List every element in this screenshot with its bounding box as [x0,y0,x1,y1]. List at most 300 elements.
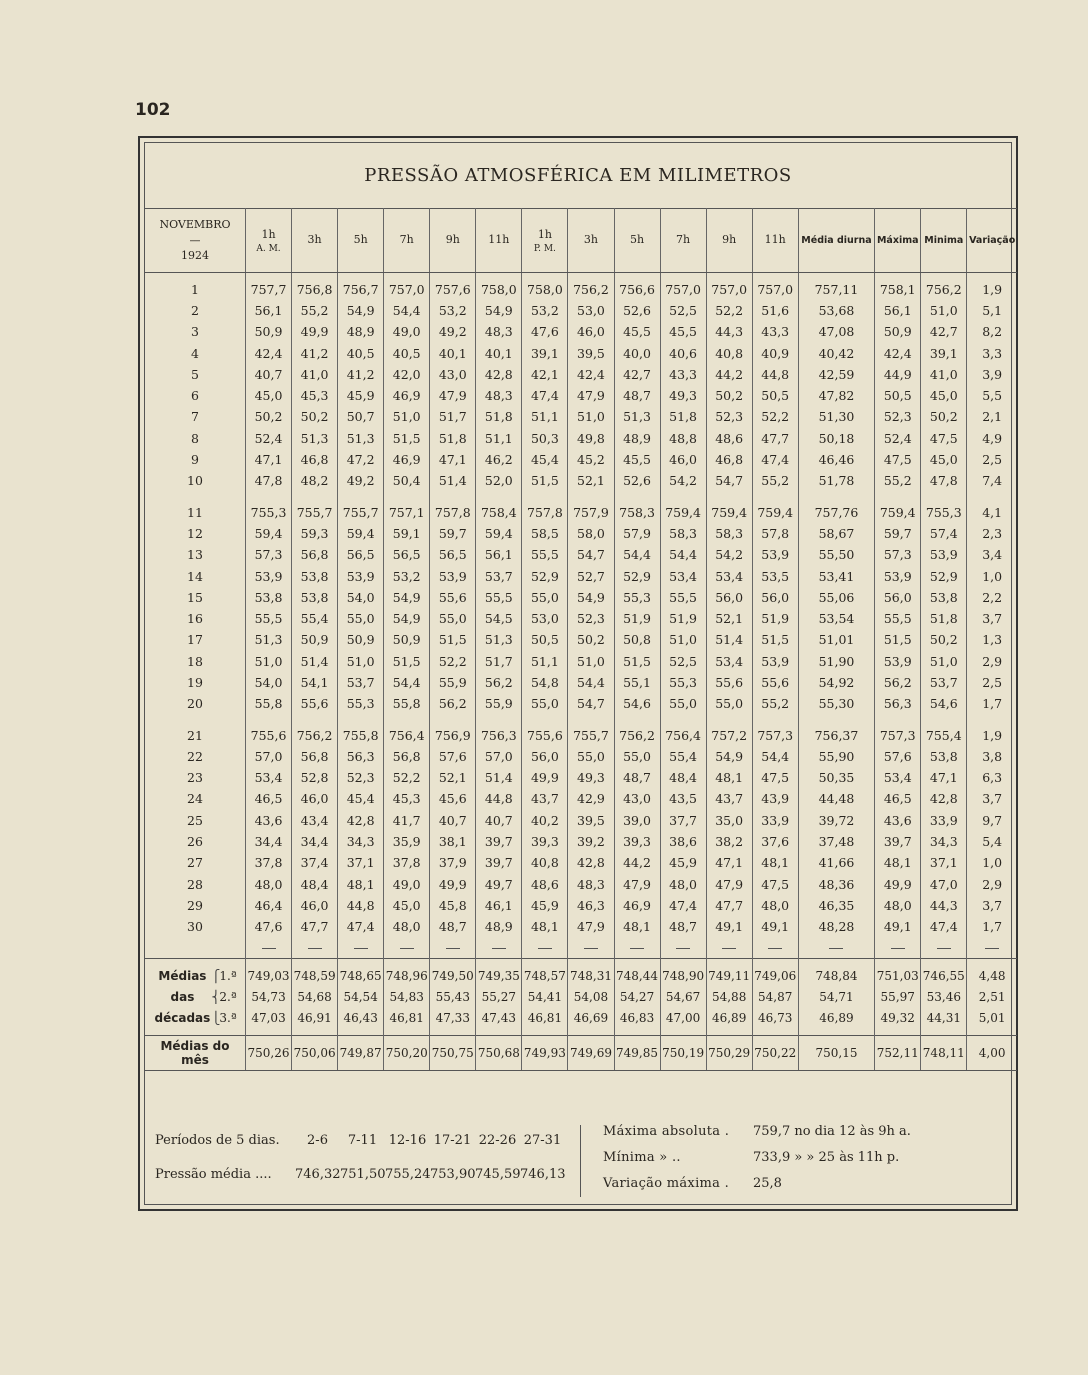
decade-mean-cell: 748,90 [660,959,706,987]
stat-header: Minima [921,209,967,273]
max-cell: 55,2 [875,470,921,491]
mean-cell: 41,66 [798,852,874,873]
decade-min-cell: 746,55 [921,959,967,987]
reading-cell: 47,9 [614,874,660,895]
reading-cell: 52,9 [614,565,660,586]
reading-cell: 756,9 [430,724,476,745]
month-mean-cell: 749,85 [614,1035,660,1070]
max-cell: 48,0 [875,895,921,916]
table-title: PRESSÃO ATMOSFÉRICA EM MILIMETROS [364,165,792,186]
reading-cell: 50,2 [706,385,752,406]
reading-cell: 51,3 [614,406,660,427]
reading-cell: 40,9 [752,342,798,363]
decade-ordinal: 2.ª [219,989,237,1004]
month-mean-cell: 750,15 [798,1035,874,1070]
spacer-cell [798,491,874,501]
reading-cell: 39,3 [614,831,660,852]
mean-cell: 53,68 [798,300,874,321]
reading-cell: 49,1 [752,916,798,937]
mean-cell: 55,50 [798,544,874,565]
mean-cell: 53,54 [798,608,874,629]
min-cell: 45,0 [921,449,967,470]
min-cell: 37,1 [921,852,967,873]
var-cell: 9,7 [982,812,1003,828]
reading-cell: 57,8 [752,523,798,544]
reading-cell: 46,3 [568,895,614,916]
day-row [145,385,1017,406]
reading-cell: 54,9 [384,608,430,629]
var-cell: 2,5 [982,452,1003,468]
reading-cell: 54,0 [338,587,384,608]
dash-cell [476,937,522,958]
month-mean-cell: 749,87 [338,1035,384,1070]
month-mean-cell: 750,19 [660,1035,706,1070]
mean-cell: 756,37 [798,724,874,745]
reading-cell: 54,7 [706,470,752,491]
reading-cell: 48,9 [614,428,660,449]
hour-label: 7h [676,232,691,246]
reading-cell: 48,0 [384,916,430,937]
reading-cell: 45,3 [292,385,338,406]
decade-row [145,1008,1017,1036]
decade-mean-cell: 47,03 [246,1008,292,1036]
max-cell: 43,6 [875,810,921,831]
decade-mean-cell: 748,44 [614,959,660,987]
brace-mark: ⎨ [211,989,221,1004]
spacer-cell [706,491,752,501]
reading-cell: 755,6 [522,724,568,745]
header-row [145,209,1017,273]
day-row [145,501,1017,522]
max-variation-row [603,1170,911,1196]
reading-cell: 42,8 [338,810,384,831]
pressure-mean-row [155,1157,565,1191]
pressure-mean-value: 746,13 [520,1166,566,1182]
reading-cell: 756,4 [384,724,430,745]
period-item: 2-6 [307,1132,328,1148]
var-cell: 2,9 [982,653,1003,669]
reading-cell: 50,2 [246,406,292,427]
reading-cell: 43,6 [246,810,292,831]
reading-cell: 47,6 [522,321,568,342]
max-cell: 48,1 [875,852,921,873]
day-row [145,916,1017,937]
day-row [145,767,1017,788]
var-cell: 1,0 [982,568,1003,584]
reading-cell: 55,1 [614,672,660,693]
reading-cell: 51,4 [430,470,476,491]
decade-mean-cell: 54,88 [706,986,752,1007]
reading-cell: 47,5 [752,767,798,788]
reading-cell: 55,5 [476,587,522,608]
reading-cell: 43,5 [660,788,706,809]
reading-cell: 54,4 [384,672,430,693]
reading-cell: 43,0 [430,364,476,385]
stat-header: Máxima [875,209,921,273]
var-cell: 1,3 [982,632,1003,648]
day-number: 11 [145,501,246,522]
reading-cell: 51,3 [338,428,384,449]
reading-cell: 37,8 [384,852,430,873]
reading-cell: 52,7 [568,565,614,586]
reading-cell: 48,1 [706,767,752,788]
reading-cell: 51,8 [430,428,476,449]
spacer-cell [614,491,660,501]
max-cell: 47,5 [875,449,921,470]
day-row [145,321,1017,342]
hour-header [292,209,338,273]
pressure-mean-value: 751,50 [340,1166,386,1182]
day-row [145,746,1017,767]
decade-label-word: Médias [158,968,207,983]
reading-cell: 53,2 [430,300,476,321]
reading-cell: 51,4 [706,629,752,650]
reading-cell: 55,5 [660,587,706,608]
spacer-cell [875,714,921,724]
day-number: 10 [145,470,246,491]
reading-cell: 51,0 [338,651,384,672]
reading-cell: 55,8 [246,693,292,714]
hour-header [660,209,706,273]
reading-cell: 35,0 [706,810,752,831]
reading-cell: 59,3 [292,523,338,544]
reading-cell: 47,6 [246,916,292,937]
reading-cell: 53,2 [522,300,568,321]
dash-mark [937,948,951,949]
min-cell: 47,1 [921,767,967,788]
month-name: NOVEMBRO [159,218,231,232]
reading-cell: 57,0 [246,746,292,767]
reading-cell: 52,2 [752,406,798,427]
reading-cell: 34,4 [246,831,292,852]
spacer-cell [522,491,568,501]
spacer-cell [246,714,292,724]
dash-mark [308,948,322,949]
day-row [145,810,1017,831]
reading-cell: 755,8 [338,724,384,745]
day-row [145,406,1017,427]
month-means-row [145,1035,1017,1070]
reading-cell: 758,0 [476,279,522,300]
reading-cell: 48,4 [292,874,338,895]
min-cell: 50,2 [921,629,967,650]
month-mean-cell: 750,20 [384,1035,430,1070]
reading-cell: 44,3 [706,321,752,342]
reading-cell: 54,7 [568,544,614,565]
table-frame [138,136,1018,1211]
month-var-cell: 4,00 [967,1035,1017,1070]
periods-label: Períodos de 5 dias. [155,1132,280,1148]
day-row [145,587,1017,608]
reading-cell: 54,9 [338,300,384,321]
reading-cell: 58,3 [706,523,752,544]
brace-mark: ⎩ [211,1011,221,1025]
month-min-cell: 748,11 [921,1035,967,1070]
reading-cell: 51,5 [522,470,568,491]
reading-cell: 59,4 [338,523,384,544]
reading-cell: 49,9 [430,874,476,895]
decade-mean-cell: 54,71 [798,986,874,1007]
spacer-cell [967,714,1017,724]
reading-cell: 51,0 [384,406,430,427]
reading-cell: 53,5 [752,565,798,586]
decade-row [145,986,1017,1007]
reading-cell: 52,6 [614,300,660,321]
day-number: 30 [145,916,246,937]
spacer-cell [384,491,430,501]
reading-cell: 52,3 [568,608,614,629]
var-cell: 3,4 [982,547,1003,563]
spacer-cell [145,491,246,501]
reading-cell: 51,0 [568,651,614,672]
reading-cell: 48,3 [568,874,614,895]
reading-cell: 56,0 [522,746,568,767]
mean-cell: 50,35 [798,767,874,788]
reading-cell: 45,0 [246,385,292,406]
reading-cell: 49,3 [568,767,614,788]
reading-cell: 42,9 [568,788,614,809]
mean-cell: 47,08 [798,321,874,342]
reading-cell: 55,0 [706,693,752,714]
reading-cell: 42,8 [568,852,614,873]
hour-header [706,209,752,273]
pressure-mean-value: 746,32 [295,1166,341,1182]
day-number: 24 [145,788,246,809]
day-number: 2 [145,300,246,321]
reading-cell: 759,4 [706,501,752,522]
reading-cell: 758,3 [614,501,660,522]
spacer-cell [660,491,706,501]
reading-cell: 757,3 [752,724,798,745]
day-row [145,831,1017,852]
reading-cell: 51,1 [476,428,522,449]
decade-label-cell [145,959,246,987]
pressure-table [145,208,1017,1071]
mean-cell: 58,67 [798,523,874,544]
reading-cell: 52,5 [660,300,706,321]
reading-cell: 37,6 [752,831,798,852]
dash-cell [522,937,568,958]
reading-cell: 52,2 [384,767,430,788]
reading-cell: 51,0 [246,651,292,672]
reading-cell: 55,5 [246,608,292,629]
reading-cell: 52,3 [706,406,752,427]
reading-cell: 45,8 [430,895,476,916]
reading-cell: 33,9 [752,810,798,831]
mean-cell: 757,76 [798,501,874,522]
reading-cell: 47,8 [246,470,292,491]
reading-cell: 40,5 [338,342,384,363]
decade-mean-cell: 54,27 [614,986,660,1007]
dash-mark [584,948,598,949]
reading-cell: 56,8 [292,544,338,565]
reading-cell: 47,4 [522,385,568,406]
max-cell: 56,2 [875,672,921,693]
spacer-cell [568,714,614,724]
var-cell: 1,9 [982,281,1003,297]
reading-cell: 43,9 [752,788,798,809]
decade-mean-cell: 749,50 [430,959,476,987]
reading-cell: 48,9 [338,321,384,342]
reading-cell: 55,5 [522,544,568,565]
reading-cell: 44,2 [706,364,752,385]
day-number: 15 [145,587,246,608]
reading-cell: 51,7 [476,651,522,672]
decade-mean-cell: 54,67 [660,986,706,1007]
reading-cell: 56,0 [752,587,798,608]
reading-cell: 40,7 [476,810,522,831]
day-number: 29 [145,895,246,916]
day-number: 19 [145,672,246,693]
reading-cell: 48,6 [522,874,568,895]
reading-cell: 55,6 [430,587,476,608]
min-cell: 50,2 [921,406,967,427]
reading-cell: 58,3 [660,523,706,544]
year: 1924 [181,249,209,263]
decade-max-cell: 55,97 [875,986,921,1007]
reading-cell: 54,9 [568,587,614,608]
period-item: 12-16 [388,1132,427,1148]
mean-cell: 53,41 [798,565,874,586]
hour-label: 5h [353,232,368,246]
hour-label: 1h [261,227,276,241]
bottom-divider [580,1125,581,1197]
reading-cell: 42,4 [246,342,292,363]
reading-cell: 52,8 [292,767,338,788]
decade-mean-cell: 54,83 [384,986,430,1007]
reading-cell: 47,7 [752,428,798,449]
var-cell: 2,5 [982,674,1003,690]
reading-cell: 46,0 [292,895,338,916]
day-number: 25 [145,810,246,831]
reading-cell: 51,9 [614,608,660,629]
spacer-cell [476,491,522,501]
reading-cell: 39,3 [522,831,568,852]
reading-cell: 51,5 [384,428,430,449]
hour-header [384,209,430,273]
reading-cell: 59,4 [476,523,522,544]
max-variation-label: Variação máxima . [603,1175,730,1191]
reading-cell: 41,2 [338,364,384,385]
reading-cell: 47,5 [752,874,798,895]
reading-cell: 35,9 [384,831,430,852]
reading-cell: 49,8 [568,428,614,449]
max-cell: 44,9 [875,364,921,385]
reading-cell: 57,3 [246,544,292,565]
decade-mean-cell: 46,81 [522,1008,568,1036]
reading-cell: 54,8 [522,672,568,693]
hour-header [430,209,476,273]
reading-cell: 56,5 [338,544,384,565]
min-cell: 39,1 [921,342,967,363]
reading-cell: 45,5 [614,449,660,470]
spacer-cell [430,714,476,724]
reading-cell: 755,7 [568,724,614,745]
reading-cell: 56,3 [338,746,384,767]
reading-cell: 755,7 [292,501,338,522]
month-max-cell: 752,11 [875,1035,921,1070]
reading-cell: 51,7 [430,406,476,427]
reading-cell: 47,9 [568,916,614,937]
decade-mean-cell: 749,11 [706,959,752,987]
hour-header [338,209,384,273]
reading-cell: 47,7 [706,895,752,916]
min-cell: 41,0 [921,364,967,385]
pressure-mean-value: 755,24 [385,1166,431,1182]
reading-cell: 52,0 [476,470,522,491]
reading-cell: 46,1 [476,895,522,916]
reading-cell: 42,0 [384,364,430,385]
hour-header [568,209,614,273]
reading-cell: 48,1 [752,852,798,873]
decade-mean-cell: 46,43 [338,1008,384,1036]
spacer-cell [338,714,384,724]
day-number: 18 [145,651,246,672]
reading-cell: 56,2 [476,672,522,693]
reading-cell: 43,0 [614,788,660,809]
day-number: 13 [145,544,246,565]
hour-label: 1h [537,227,552,241]
reading-cell: 47,9 [568,385,614,406]
reading-cell: 47,4 [752,449,798,470]
dash-mark [630,948,644,949]
var-cell: 3,9 [982,366,1003,382]
dash-cell [752,937,798,958]
reading-cell: 51,4 [292,651,338,672]
stat-header: Média diurna [798,209,874,273]
var-cell: 1,7 [982,919,1003,935]
max-cell: 57,3 [875,544,921,565]
reading-cell: 45,5 [614,321,660,342]
reading-cell: 759,4 [752,501,798,522]
mean-cell: 54,92 [798,672,874,693]
reading-cell: 51,1 [522,651,568,672]
decade-label-word: décadas [154,1011,211,1025]
day-row [145,364,1017,385]
reading-cell: 53,0 [522,608,568,629]
reading-cell: 53,9 [338,565,384,586]
var-cell: 3,7 [982,791,1003,807]
reading-cell: 48,2 [292,470,338,491]
dash-cell [338,937,384,958]
reading-cell: 48,0 [660,874,706,895]
reading-cell: 756,7 [338,279,384,300]
reading-cell: 39,7 [476,852,522,873]
spacer-cell [660,714,706,724]
reading-cell: 34,3 [338,831,384,852]
reading-cell: 48,1 [522,916,568,937]
reading-cell: 758,4 [476,501,522,522]
reading-cell: 47,9 [430,385,476,406]
day-row [145,788,1017,809]
reading-cell: 39,5 [568,810,614,831]
min-absolute-value: 733,9 » » 25 às 11h p. [753,1149,900,1165]
reading-cell: 44,8 [338,895,384,916]
reading-cell: 44,2 [614,852,660,873]
reading-cell: 40,8 [522,852,568,873]
reading-cell: 42,7 [614,364,660,385]
decade-label-cell [145,986,246,1007]
hour-header [246,209,292,273]
day-number: 1 [145,279,246,300]
spacer-cell [568,491,614,501]
decade-mean-cell: 47,00 [660,1008,706,1036]
dash-cell [430,937,476,958]
reading-cell: 58,0 [568,523,614,544]
table-body [145,273,1017,1071]
dash-cell [614,937,660,958]
reading-cell: 51,5 [430,629,476,650]
